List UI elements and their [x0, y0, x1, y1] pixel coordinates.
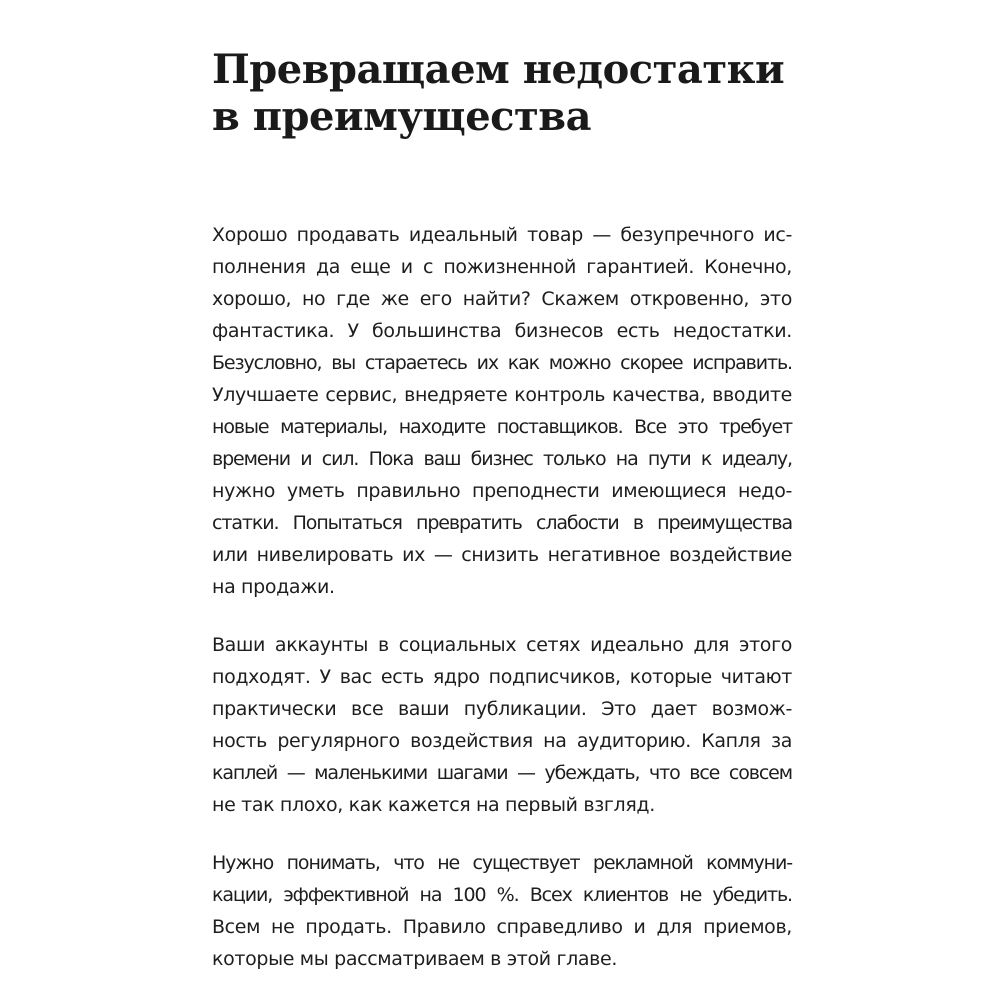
- text-line: статки. Попытаться превратить слабости в преимущества: [212, 512, 792, 534]
- paragraph-1: [212, 219, 792, 603]
- text-line: Нужно понимать, что не существует рекламной коммуни-: [212, 852, 792, 874]
- heading-line-1: Превращаем недостатки: [212, 46, 785, 93]
- heading-line-2: в преимущества: [212, 93, 592, 140]
- text-line: фантастика. У большинства бизнесов есть недостатки.: [212, 320, 792, 342]
- text-line: которые мы рассматриваем в этой главе.: [212, 948, 618, 970]
- text-line: Ваши аккаунты в социальных сетях идеально для этого: [212, 634, 792, 656]
- text-line: нужно уметь правильно преподнести имеющиеся недо-: [212, 480, 792, 502]
- text-line: подходят. У вас есть ядро подписчиков, которые читают: [212, 666, 792, 688]
- text-line: или нивелировать их — снизить негативное воздействие: [212, 544, 792, 566]
- text-line: времени и сил. Пока ваш бизнес только на пути к идеалу,: [212, 448, 792, 470]
- chapter-heading: [212, 46, 784, 140]
- text-line: полнения да еще и с пожизненной гарантией. Конечно,: [212, 256, 792, 278]
- text-line: Хорошо продавать идеальный товар — безупречного ис-: [212, 224, 792, 246]
- text-line: практически все ваши публикации. Это дает возмож-: [212, 698, 792, 720]
- text-line: Всем не продать. Правило справедливо и для приемов,: [212, 916, 792, 938]
- text-line: хорошо, но где же его найти? Скажем откровенно, это: [212, 288, 792, 310]
- body-text: [212, 219, 792, 975]
- text-line: не так плохо, как кажется на первый взгляд.: [212, 794, 655, 816]
- text-line: ность регулярного воздействия на аудиторию. Капля за: [212, 730, 792, 752]
- text-line: кации, эффективной на 100 %. Всех клиентов не убедить.: [212, 884, 792, 906]
- text-line: каплей — маленькими шагами — убеждать, что все совсем: [212, 762, 792, 784]
- text-line: Улучшаете сервис, внедряете контроль качества, вводите: [212, 384, 792, 406]
- text-line: Безусловно, вы стараетесь их как можно скорее исправить.: [212, 352, 792, 374]
- paragraph-3: [212, 847, 792, 975]
- text-line: новые материалы, находите поставщиков. Все это требует: [212, 416, 792, 438]
- paragraph-2: [212, 629, 792, 821]
- text-line: на продажи.: [212, 576, 335, 598]
